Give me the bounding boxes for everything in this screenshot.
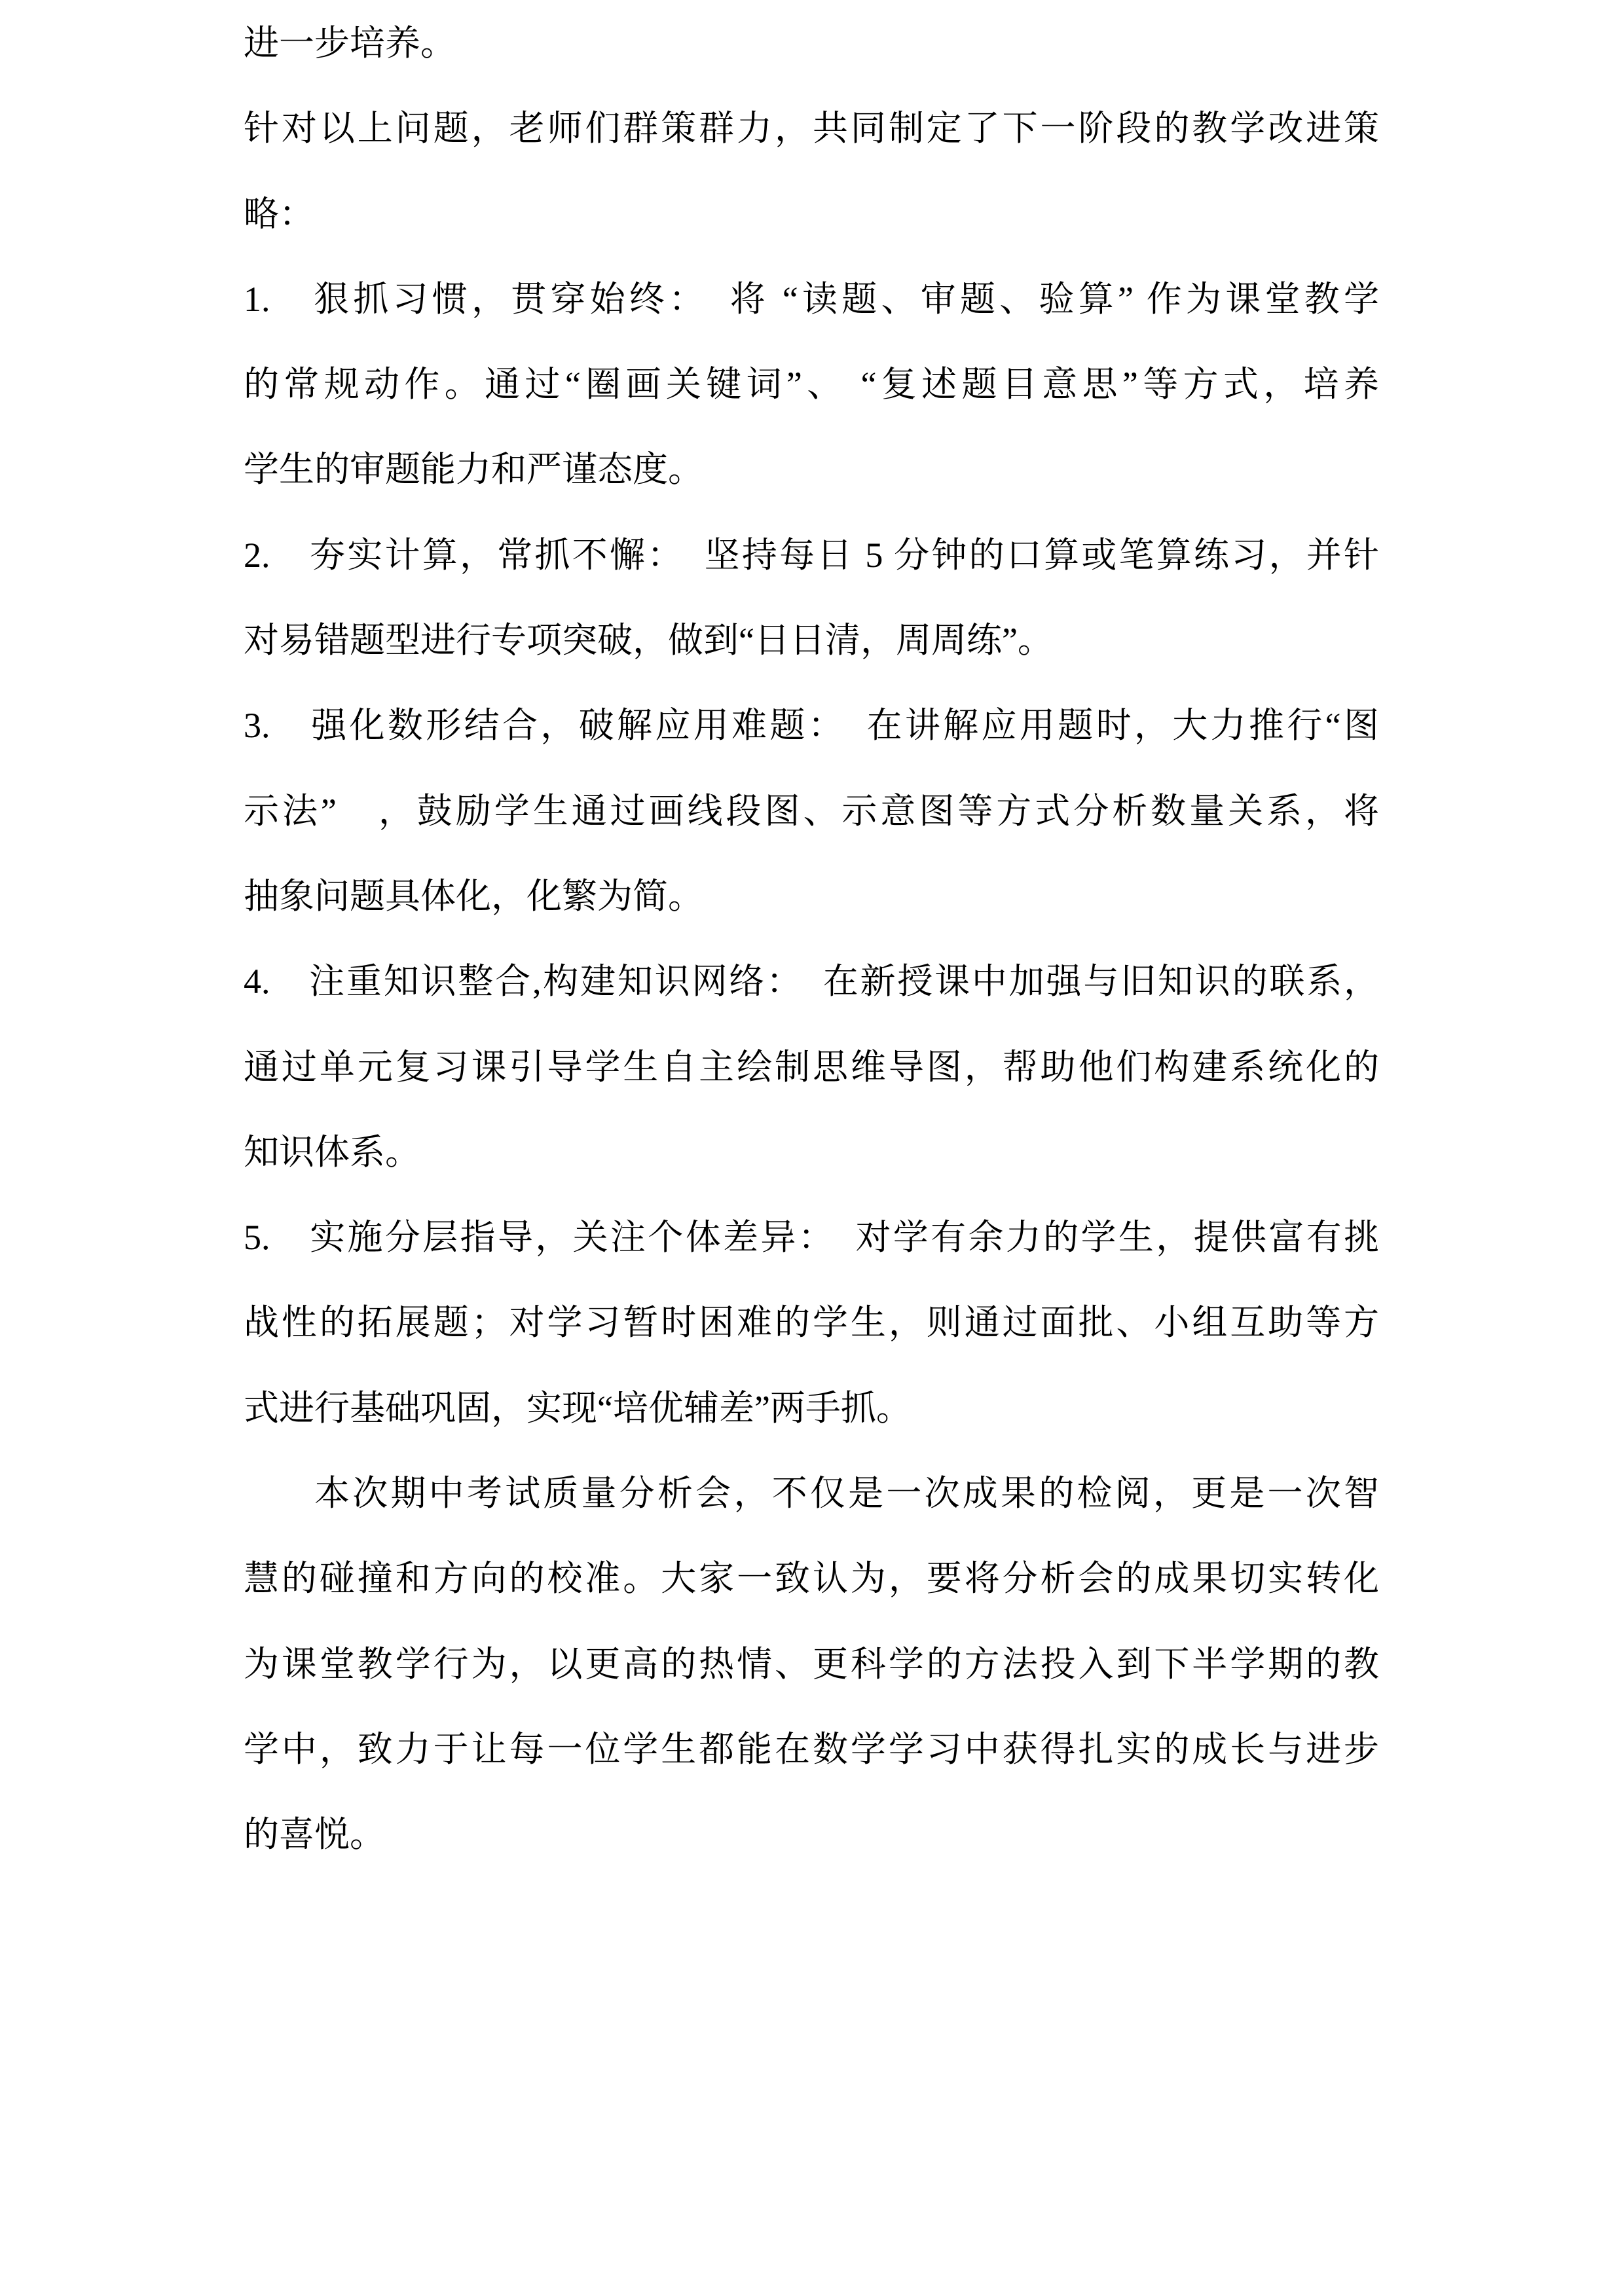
text-line: 1. 狠抓习惯，贯穿始终： 将 “读题、审题、验算” 作为课堂教学	[244, 279, 1379, 319]
text-line: 本次期中考试质量分析会，不仅是一次成果的检阅，更是一次智	[314, 1474, 1379, 1514]
text-line: 慧的碰撞和方向的校准。大家一致认为，要将分析会的成果切实转化	[244, 1559, 1379, 1599]
text-line: 进一步培养。	[244, 24, 456, 63]
text-line: 4. 注重知识整合,构建知识网络： 在新授课中加强与旧知识的联系，	[244, 962, 1379, 1002]
text-line: 的常规动作。通过“圈画关键词”、 “复述题目意思”等方式，培养	[244, 365, 1379, 405]
text-line: 学生的审题能力和严谨态度。	[244, 450, 703, 490]
text-line: 战性的拓展题；对学习暂时困难的学生，则通过面批、小组互助等方	[244, 1303, 1379, 1343]
text-line: 为课堂教学行为，以更高的热情、更科学的方法投入到下半学期的教	[244, 1644, 1379, 1684]
text-line: 通过单元复习课引导学生自主绘制思维导图，帮助他们构建系统化的	[244, 1047, 1379, 1087]
text-line: 式进行基础巩固，实现“培优辅差”两手抓。	[244, 1388, 912, 1428]
text-line: 知识体系。	[244, 1132, 420, 1172]
text-line: 学中，致力于让每一位学生都能在数学学习中获得扎实的成长与进步	[244, 1729, 1379, 1769]
text-line: 示法” ，鼓励学生通过画线段图、示意图等方式分析数量关系，将	[244, 791, 1379, 831]
text-line: 抽象问题具体化，化繁为简。	[244, 876, 703, 916]
document-text-body	[244, 1, 1379, 1878]
text-line: 对易错题型进行专项突破，做到“日日清，周周练”。	[244, 621, 1053, 661]
text-line: 5. 实施分层指导，关注个体差异： 对学有余力的学生，提供富有挑	[244, 1218, 1379, 1258]
text-line: 略：	[244, 194, 314, 234]
text-line: 2. 夯实计算，常抓不懈： 坚持每日 5 分钟的口算或笔算练习，并针	[244, 535, 1379, 575]
text-line: 的喜悦。	[244, 1815, 385, 1855]
text-line: 3. 强化数形结合，破解应用难题： 在讲解应用题时，大力推行“图	[244, 706, 1379, 746]
text-line: 针对以上问题，老师们群策群力，共同制定了下一阶段的教学改进策	[244, 109, 1379, 149]
